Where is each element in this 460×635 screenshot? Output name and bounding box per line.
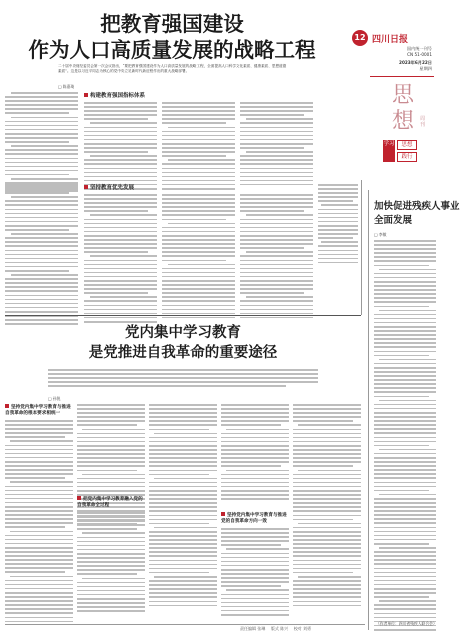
footer-editor: 责任编辑 张琳 <box>240 626 266 631</box>
badge-thought: 思想 <box>397 140 417 150</box>
feature-text-column <box>149 404 217 620</box>
feature-intro <box>48 369 318 395</box>
issn-label: 国内统一刊号 <box>406 46 432 51</box>
lead-author: □ 陈嘉琦 <box>58 84 75 89</box>
side-title-line1: 加快促进残疾人事业 <box>374 201 460 212</box>
footer-rule <box>5 624 365 625</box>
feature-text-column <box>77 512 145 620</box>
footer-credits <box>240 626 370 632</box>
side-title-line2: 全面发展 <box>374 215 413 226</box>
badge-practice: 践行 <box>397 152 417 162</box>
column-divider <box>368 190 369 630</box>
lead-text-column <box>5 92 78 180</box>
footer-checker: 校对 刘勇 <box>293 626 311 631</box>
feature-section-heading-2: 把党内集中学习教育融入党的自我革命全过程 <box>77 496 145 509</box>
side-footer: （作者单位：四川省残疾人联合会） <box>376 621 437 626</box>
footer-designer: 版式 陈兴 <box>270 626 289 631</box>
lead-text-column <box>162 194 235 312</box>
lead-title-line1: 把教育强国建设 <box>100 12 244 36</box>
column-divider <box>361 180 362 315</box>
lead-text-column <box>84 194 157 312</box>
issn: CN 51-0001 <box>407 52 432 57</box>
feature-text-column <box>221 528 289 620</box>
lead-section-heading-2: 坚持教育优先发展 <box>84 184 164 192</box>
feature-text-column <box>221 404 289 508</box>
badge-study: 学习 <box>383 140 395 162</box>
lead-section-heading-1: 构建教育强国指标体系 <box>84 92 164 100</box>
lead-text-column <box>162 102 235 180</box>
page-number-badge: 12 <box>352 30 368 46</box>
lead-text-column <box>318 184 358 264</box>
lead-title-line2: 作为人口高质量发展的战略工程 <box>28 38 316 62</box>
section-divider <box>5 315 361 316</box>
lead-text-column <box>240 194 313 312</box>
lead-intro: 二十届中央财经委员会第一次会议指出，“要把教育强国建设作为人口高质量发展的战略工程，全面提高人口科学文化素质、健康素质、思想道德素质”。这是以习近平同志为核心的党中央立足新时代新征程作出的重大战略部署。 <box>58 64 287 74</box>
lead-text-column <box>84 102 157 180</box>
lead-text-column <box>240 102 313 180</box>
masthead-rule <box>370 76 434 77</box>
side-text-column <box>374 240 436 618</box>
feature-text-column <box>5 420 73 620</box>
feature-section-heading-1: 坚持党内集中学习教育与推进自我革命的根本要求相统一 <box>5 404 73 417</box>
feature-text-column <box>293 404 361 620</box>
column-subtitle: 周刊 <box>420 116 426 128</box>
issue-date: 2023年6月22日 <box>399 60 432 65</box>
column-title-char-1: 思 <box>392 83 415 108</box>
feature-title-line2: 是党推进自我革命的重要途径 <box>88 345 278 361</box>
feature-author: □ 孙锐 <box>48 396 61 401</box>
issue-weekday: 星期四 <box>419 66 432 71</box>
lead-text-column <box>5 184 78 312</box>
side-author: □ 李敏 <box>374 232 387 237</box>
feature-title-line1: 党内集中学习教育 <box>125 325 241 341</box>
paper-name: 四川日报 <box>372 35 409 45</box>
column-title-char-2: 想 <box>392 109 415 134</box>
feature-section-heading-3: 坚持党内集中学习教育与推进党的自我革命方向一致 <box>221 512 289 525</box>
